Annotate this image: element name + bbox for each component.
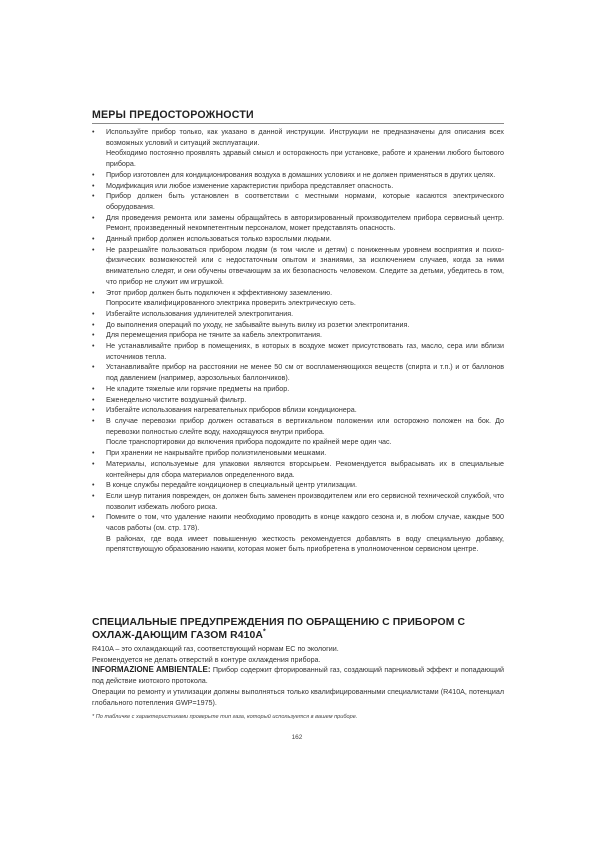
refrigerant-title-text: СПЕЦИАЛЬНЫЕ ПРЕДУПРЕЖДЕНИЯ ПО ОБРАЩЕНИЮ С ПРИБОРОМ С ОХЛАЖ-ДАЮЩИМ ГАЗОМ R410A: [92, 617, 466, 641]
list-item-text: В случае перевозки прибор должен оставаться в вертикальном положении или осторожно положен на бок. До перевозки полностью слейте воду, находящуюся внутри прибора.: [106, 416, 504, 436]
list-item: [92, 512, 504, 555]
bullet-marker: •: [92, 245, 95, 254]
list-item-text: Используйте прибор только, как указано в данной инструкции. Инструкции не предназначены для описания всех возможных условий и ситуаций эксплуатации.: [106, 128, 504, 147]
refrigerant-text-block: [92, 644, 504, 708]
list-item: [92, 181, 504, 192]
bullet-marker: •: [92, 213, 95, 222]
list-item-text: Еженедельно чистите воздушный фильтр.: [106, 395, 247, 404]
bullet-marker: •: [92, 181, 95, 190]
bullet-marker: •: [92, 192, 95, 201]
list-item: [92, 384, 504, 395]
list-item: [92, 341, 504, 362]
bullet-marker: •: [92, 384, 95, 393]
list-item: [92, 191, 504, 212]
list-item: [92, 245, 504, 288]
bullet-marker: •: [92, 331, 95, 340]
bullet-marker: •: [92, 459, 95, 468]
bullet-marker: •: [92, 128, 95, 136]
list-item-text: Попросите квалифицированного электрика проверить электрическую сеть.: [106, 299, 356, 308]
list-item-text: Устанавливайте прибор на расстоянии не менее 50 см от воспламеняющихся веществ (спирта и т.п.) и от баллонов под давлением (например, аэрозольных баллончиков).: [106, 363, 504, 383]
bullet-marker: •: [92, 449, 95, 458]
bullet-marker: •: [92, 363, 95, 372]
list-item-text: В конце службы передайте кондиционер в специальный центр утилизации.: [106, 481, 357, 490]
list-item-text: Если шнур питания поврежден, он должен быть заменен производителем или его сервисной технической службой, что позволит избежать любого риска.: [106, 491, 504, 511]
list-item-text: Этот прибор должен быть подключен к эффективному заземлению.: [106, 288, 333, 297]
bullet-marker: •: [92, 416, 95, 425]
environment-para: [92, 665, 504, 686]
page-number: 162: [291, 734, 303, 741]
section-title-refrigerant: [92, 617, 504, 642]
list-item-text: Избегайте использования удлинителей электропитания.: [106, 309, 294, 318]
bullet-marker: •: [92, 395, 95, 404]
list-item-text: Модификация или любое изменение характеристик прибора представляет опасность.: [106, 181, 394, 190]
list-item: [92, 491, 504, 512]
list-item: [92, 395, 504, 406]
list-item: [92, 288, 504, 309]
precautions-list: [92, 127, 504, 555]
bullet-marker: •: [92, 491, 95, 500]
list-item-text: Для проведения ремонта или замены обращайтесь в авторизированный производителем прибора сервисный центр. Ремонт, произведенный некомпетентным персоналом, может представлять опасность.: [106, 213, 504, 233]
list-item: [92, 213, 504, 234]
list-item-text: При хранении не накрывайте прибор полиэтиленовыми мешками.: [106, 449, 327, 458]
list-item: [92, 362, 504, 383]
section-title-precautions: МЕРЫ ПРЕДОСТОРОЖНОСТИ: [92, 109, 254, 121]
title-divider: [92, 123, 504, 124]
list-item-text: Материалы, используемые для упаковки являются вторсырьем. Рекомендуется выбрасывать их в специальные контейнеры для сбора материалов определенного вида.: [106, 459, 504, 479]
list-item-text: Помните о том, что удаление накипи необходимо проводить в конце каждого сезона и, в любом случае, каждые 500 часов работы (см. стр. 178).: [106, 513, 504, 533]
list-item-text: После транспортировки до включения прибора подождите по крайней мере один час.: [106, 438, 392, 447]
list-item: [92, 459, 504, 480]
list-item-text: Данный прибор должен использоваться только взрослыми людьми.: [106, 235, 332, 244]
environment-text: Прибор содержит фторированный газ, создающий парниковый эффект и попадающий под действие киотского протокола.: [92, 666, 504, 686]
list-item-text: Для перемещения прибора не тяните за кабель электропитания.: [106, 331, 322, 340]
bullet-marker: •: [92, 235, 95, 244]
bullet-marker: •: [92, 481, 95, 490]
list-item: [92, 448, 504, 459]
list-item: [92, 330, 504, 341]
environment-label: INFORMAZIONE AMBIENTALE:: [92, 665, 211, 675]
bullet-marker: •: [92, 406, 95, 415]
refrigerant-para-1: R410A – это охлаждающий газ, соответствующий нормам ЕС по экологии.: [92, 645, 339, 653]
list-item-text: Не кладите тяжелые или горячие предметы на прибор.: [106, 384, 290, 393]
list-item: [92, 480, 504, 491]
bullet-marker: •: [92, 170, 95, 179]
bullet-marker: •: [92, 342, 95, 351]
list-item: [92, 234, 504, 245]
bullet-marker: •: [92, 288, 95, 297]
list-item: [92, 309, 504, 320]
footnote-mark: *: [262, 628, 266, 636]
list-item: [92, 127, 504, 170]
list-item-text: Не устанавливайте прибор в помещениях, в которых в воздухе может присутствовать газ, масло, сера или вблизи источников тепла.: [106, 342, 504, 361]
list-item: [92, 416, 504, 448]
list-item-text: До выполнения операций по уходу, не забывайте вынуть вилку из розетки электропитания.: [106, 320, 410, 329]
bullet-marker: •: [92, 309, 95, 318]
bullet-marker: •: [92, 320, 95, 329]
list-item-text: Избегайте использования нагревательных приборов вблизи кондиционера.: [106, 406, 357, 415]
list-item: [92, 405, 504, 416]
list-item: [92, 320, 504, 331]
bullet-marker: •: [92, 513, 95, 522]
list-item-text: Прибор должен быть установлен в соответствии с местными нормами, которые касаются электрического оборудования.: [106, 192, 504, 211]
list-item-text: Необходимо постоянно проявлять здравый смысл и осторожность при установке, работе и хранении любого бытового прибора.: [106, 149, 504, 169]
refrigerant-para-4: Операции по ремонту и утилизации должны выполняться только квалифицированными специалистами (R410A, потенциал глобального потепления GWP=1975).: [92, 687, 504, 707]
list-item: [92, 170, 504, 181]
refrigerant-para-2: Рекомендуется не делать отверстий в контуре охлаждения прибора.: [92, 655, 321, 664]
list-item-text: Не разрешайте пользоваться прибором людям (в том числе и детям) с пониженным уровнем восприятия и психо-физических возможностей или с недостаточным опытом и знаниями, за исключением случаев, когда за ними внимательно следят, и они обучены отвечающим за их безопасность человеком. Следите за детьми, убедитесь в том, что прибор не служит им игрушкой.: [106, 245, 504, 286]
list-item-text: Прибор изготовлен для кондиционирования воздуха в домашних условиях и не должен применяться в других целях.: [106, 170, 496, 179]
list-item-text: В районах, где вода имеет повышенную жесткость рекомендуется добавлять в воду специальную добавку, препятствующую образованию накипи, которая может быть приобретена в уполномоченном сервисном центре.: [106, 534, 504, 554]
footnote: * По табличке с характеристиками проверьте тип газа, который используется в вашем приборе.: [92, 714, 358, 720]
